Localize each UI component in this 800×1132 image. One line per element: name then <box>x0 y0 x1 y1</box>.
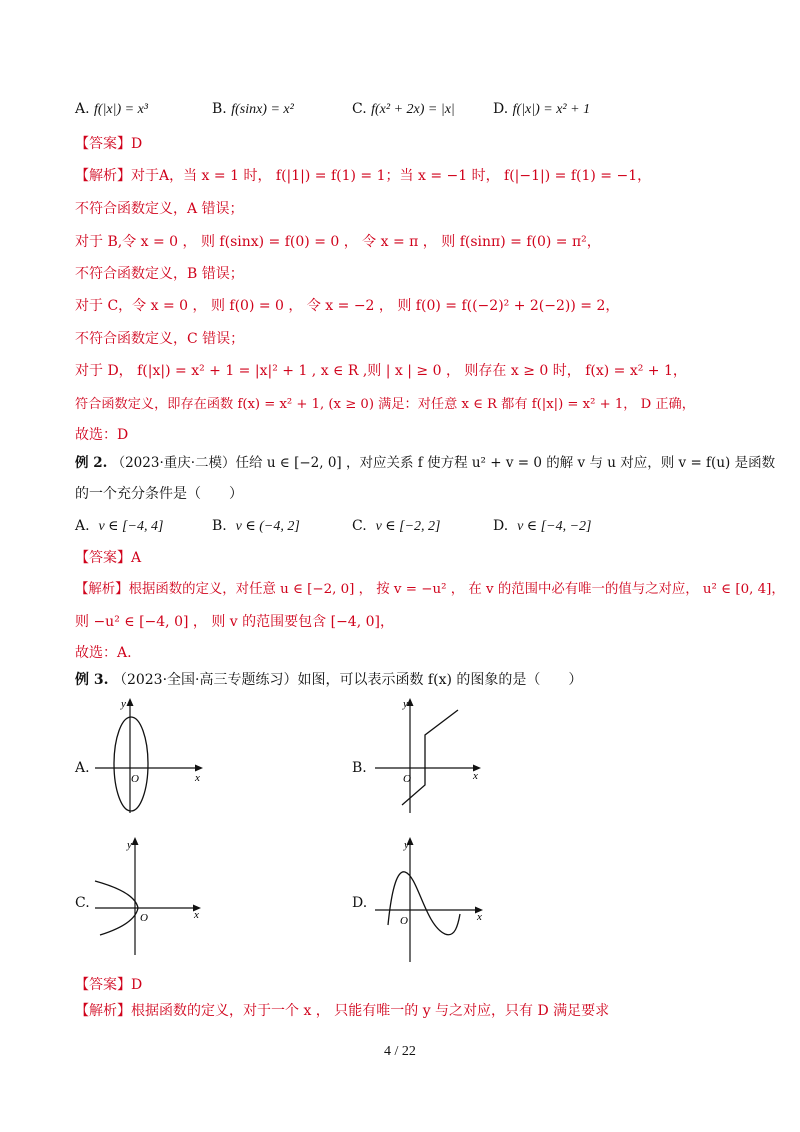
q1-analysis-line: 不符合函数定义，C 错误； <box>75 331 245 347</box>
page-number: 4 / 22 <box>384 1044 416 1059</box>
q3-answer: 【答案】D <box>75 977 143 993</box>
q2-stem: 例 2. （2023·重庆·二模）任给 u ∈ [−2, 0] ，对应关系 f 使方程 u² + v = 0 的解 v 与 u 对应，则 v = f(u) 是函数 <box>75 455 776 471</box>
origin-label: O <box>140 912 148 924</box>
y-axis-label: y <box>127 839 132 851</box>
q2-analysis-line: 故选：A. <box>75 645 132 661</box>
q1-analysis-line: 故选：D <box>75 427 129 443</box>
ellipse-curve <box>114 717 148 811</box>
q1-answer: 【答案】D <box>75 136 143 152</box>
origin-label: O <box>400 915 408 927</box>
y-axis-label: y <box>404 839 409 851</box>
q3-stem: 例 3. （2023·全国·高三专题练习）如图，可以表示函数 f(x) 的图象的是（ ） <box>75 672 583 688</box>
origin-label: O <box>403 773 411 785</box>
q1-analysis-line: 对于 C，令 x = 0 ， 则 f(0) = 0 ， 令 x = −2 ， 则 f(0) = f((−2)² + 2(−2)) = 2， <box>75 298 620 314</box>
cubic-curve <box>388 872 460 935</box>
y-axis-label: y <box>403 698 408 710</box>
graph-d-label: D. <box>352 895 368 911</box>
graph-d <box>370 830 500 965</box>
q1-option-b: B. f(sinx) = x² <box>212 101 294 117</box>
q1-option-a: A. f(|x|) = x³ <box>75 101 148 117</box>
q1-analysis-line: 不符合函数定义，A 错误； <box>75 201 244 217</box>
q1-analysis-line: 不符合函数定义，B 错误； <box>75 266 244 282</box>
x-axis-label: x <box>477 911 482 923</box>
q1-analysis-line: 符合函数定义，即存在函数 f(x) = x² + 1, (x ≥ 0) 满足：对任意 x ∈ R 都有 f(|x|) = x² + 1， D 正确， <box>75 397 695 412</box>
graph-a <box>85 693 215 823</box>
q2-option-a: A. v ∈ [−4, 4] <box>75 518 164 534</box>
q2-option-b: B. v ∈ (−4, 2] <box>212 518 300 534</box>
x-axis-label: x <box>195 772 200 784</box>
q1-option-c: C. f(x² + 2x) = |x| <box>352 101 455 117</box>
x-arrow <box>195 765 203 772</box>
x-axis-label: x <box>194 909 199 921</box>
graph-b <box>370 693 500 823</box>
q2-option-c: C. v ∈ [−2, 2] <box>352 518 441 534</box>
origin-label: O <box>131 773 139 785</box>
q1-analysis-line: 【解析】对于A，当 x = 1 时， f(|1|) = f(1) = 1；当 x = −1 时， f(|−1|) = f(1) = −1， <box>75 168 652 184</box>
q3-analysis: 【解析】根据函数的定义，对于一个 x ， 只能有唯一的 y 与之对应，只有 D 满足要求 <box>75 1003 610 1019</box>
y-arrow <box>127 698 134 706</box>
graph-c <box>90 830 220 960</box>
q2-analysis-line: 则 −u² ∈ [−4, 0] ， 则 v 的范围要包含 [−4, 0]， <box>75 614 394 630</box>
x-axis-label: x <box>473 770 478 782</box>
q2-analysis-line: 【解析】根据函数的定义，对任意 u ∈ [−2, 0] ， 按 v = −u² ， 在 v 的范围中必有唯一的值与之对应， u² ∈ [0, 4]， <box>75 582 785 597</box>
q1-analysis-line: 对于 B,令 x = 0 ， 则 f(sinx) = f(0) = 0 ， 令 x = π ， 则 f(sinπ) = f(0) = π²， <box>75 234 601 250</box>
q1-analysis-line: 对于 D， f(|x|) = x² + 1 = |x|² + 1 , x ∈ R ,则 | x | ≥ 0 ， 则存在 x ≥ 0 时， f(x) = x² + 1， <box>75 363 687 379</box>
graph-c-label: C. <box>75 895 90 911</box>
graph-b-label: B. <box>352 760 367 776</box>
y-arrow <box>132 837 139 845</box>
graph-a-label: A. <box>75 760 90 776</box>
q1-option-d: D. f(|x|) = x² + 1 <box>493 101 591 117</box>
q2-option-d: D. v ∈ [−4, −2] <box>493 518 592 534</box>
q2-stem-line2: 的一个充分条件是（ ） <box>75 486 243 502</box>
y-axis-label: y <box>121 698 126 710</box>
q2-answer: 【答案】A <box>75 550 142 566</box>
